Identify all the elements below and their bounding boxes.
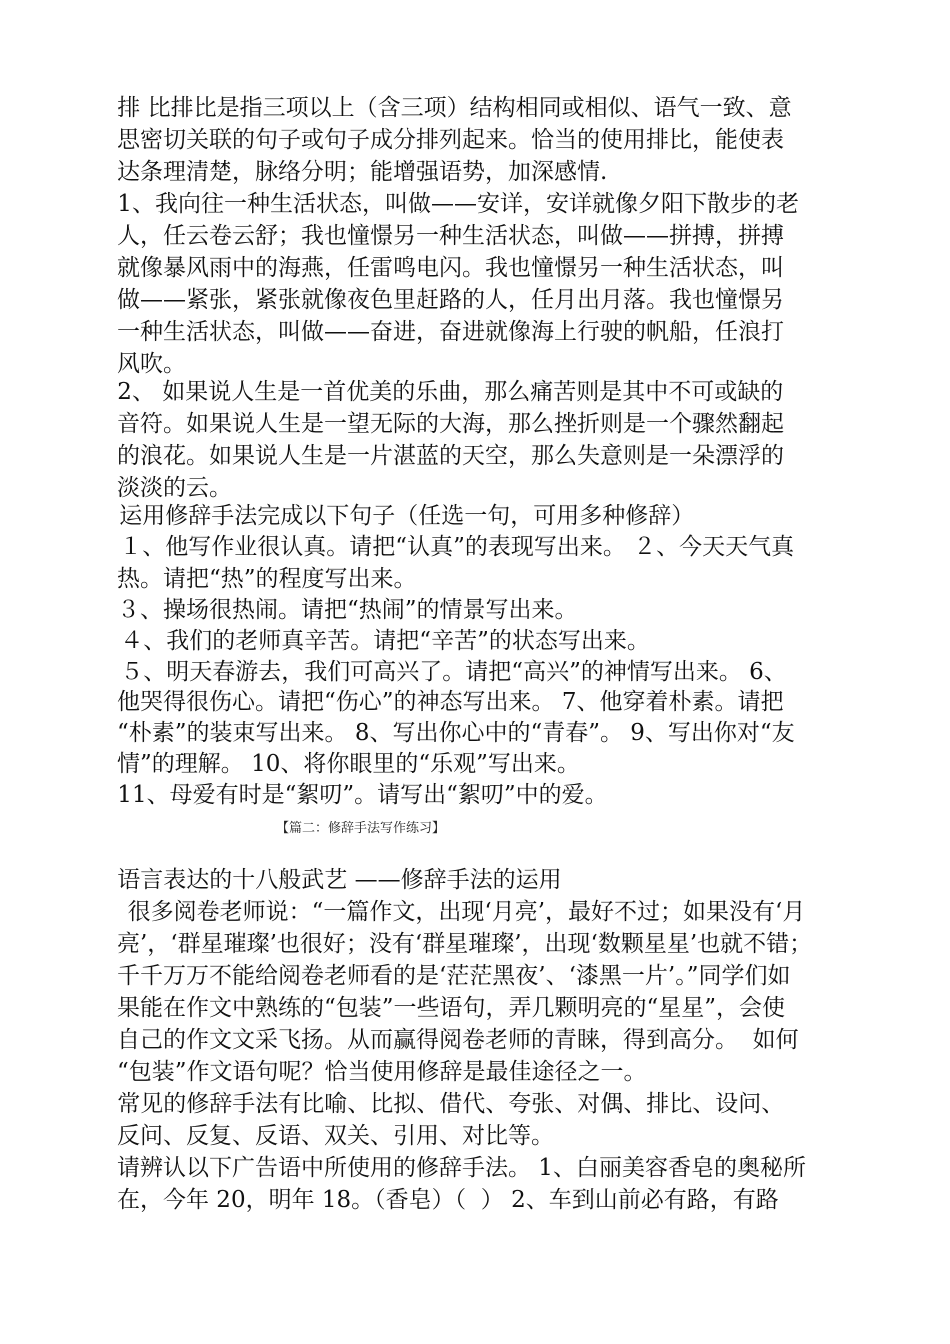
article-paragraph-2-line-2: 反问、反复、反语、双关、引用、对比等。 (117, 1123, 554, 1149)
article-paragraph-1-line-4: 果能在作文中熟练的“包装”一些语句，弄几颗明亮的“星星”，会使 (117, 995, 786, 1021)
article-paragraph-3-line-2: 在，今年 20，明年 18。（香皂）（ ） 2、车到山前必有路，有路 (117, 1187, 779, 1213)
exercise-line-9: 11、母爱有时是“絮叨”。请写出“絮叨”中的爱。 (110, 782, 608, 808)
article-paragraph-1-line-2: 亮’，‘群星璀璨’也很好；没有‘群星璀璨’，出现‘数颗星星’也就不错； (117, 931, 813, 957)
exercise-line-3: ３、操场很热闹。请把“热闹”的情景写出来。 (117, 597, 578, 623)
section-heading: 【篇二：修辞手法写作练习】 (276, 821, 446, 836)
exercise-line-1: １、他写作业很认真。请把“认真”的表现写出来。 ２、今天天气真 (112, 534, 795, 560)
article-paragraph-1-line-3: 千千万万不能给阅卷老师看的是‘茫茫黑夜’、‘漆黑一片’。”同学们如 (117, 963, 791, 989)
exercise-instruction: 运用修辞手法完成以下句子（任选一句，可用多种修辞） (112, 503, 695, 529)
article-paragraph-2-line-1: 常见的修辞手法有比喻、比拟、借代、夸张、对偶、排比、设问、 (110, 1091, 785, 1117)
parallelism-definition-line-3: 达条理清楚，脉络分明；能增强语势，加深感情. (117, 159, 608, 185)
example-1-line-3: 就像暴风雨中的海燕，任雷鸣电闪。我也憧憬另一种生活状态，叫 (117, 255, 784, 281)
article-paragraph-1-line-6: “包装”作文语句呢？恰当使用修辞是最佳途径之一。 (117, 1059, 647, 1085)
article-paragraph-1-line-1: 很多阅卷老师说：“一篇作文，出现‘月亮’，最好不过；如果没有‘月 (113, 899, 806, 925)
parallelism-definition-line-2: 思密切关联的句子或句子成分排列起来。恰当的使用排比，能使表 (117, 127, 784, 153)
example-2-line-2: 音符。如果说人生是一望无际的大海，那么挫折则是一个骤然翻起 (117, 411, 784, 437)
article-paragraph-3-line-1: 请辨认以下广告语中所使用的修辞手法。 1、白丽美容香皂的奥秘所 (117, 1155, 806, 1181)
example-1-line-2: 人，任云卷云舒；我也憧憬另一种生活状态，叫做——拼搏，拼搏 (117, 223, 784, 249)
exercise-line-7: “朴素”的装束写出来。 8、写出你心中的“青春”。 9、写出你对“友 (117, 720, 795, 746)
exercise-line-6: 他哭得很伤心。请把“伤心”的神态写出来。 7、他穿着朴素。请把 (117, 689, 784, 715)
example-1-line-4: 做——紧张，紧张就像夜色里赶路的人，任月出月落。我也憧憬另 (117, 287, 784, 313)
example-2-line-1: 2、 如果说人生是一首优美的乐曲，那么痛苦则是其中不可或缺的 (110, 379, 784, 405)
article-paragraph-1-line-5: 自己的作文文采飞扬。从而赢得阅卷老师的青睐，得到高分。 如何 (117, 1027, 799, 1053)
example-2-line-4: 淡淡的云。 (117, 475, 232, 501)
example-1-line-5: 一种生活状态，叫做——奋进，奋进就像海上行驶的帆船，任浪打 (117, 319, 784, 345)
article-title: 语言表达的十八般武艺 ——修辞手法的运用 (110, 867, 562, 893)
example-2-line-3: 的浪花。如果说人生是一片湛蓝的天空，那么失意则是一朵漂浮的 (117, 443, 784, 469)
exercise-line-8: 情”的理解。 10、将你眼里的“乐观”写出来。 (117, 751, 580, 777)
example-1-line-1: 1、我向往一种生活状态，叫做——安详，安详就像夕阳下散步的老 (110, 191, 799, 217)
parallelism-definition-line-1: 排 比排比是指三项以上（含三项）结构相同或相似、语气一致、意 (110, 95, 792, 121)
example-1-line-6: 风吹。 (117, 351, 186, 377)
exercise-line-2: 热。请把“热”的程度写出来。 (117, 566, 417, 592)
exercise-line-5: ５、明天春游去，我们可高兴了。请把“高兴”的神情写出来。 6、 (113, 659, 787, 685)
exercise-line-4: ４、我们的老师真辛苦。请把“辛苦”的状态写出来。 (113, 628, 650, 654)
